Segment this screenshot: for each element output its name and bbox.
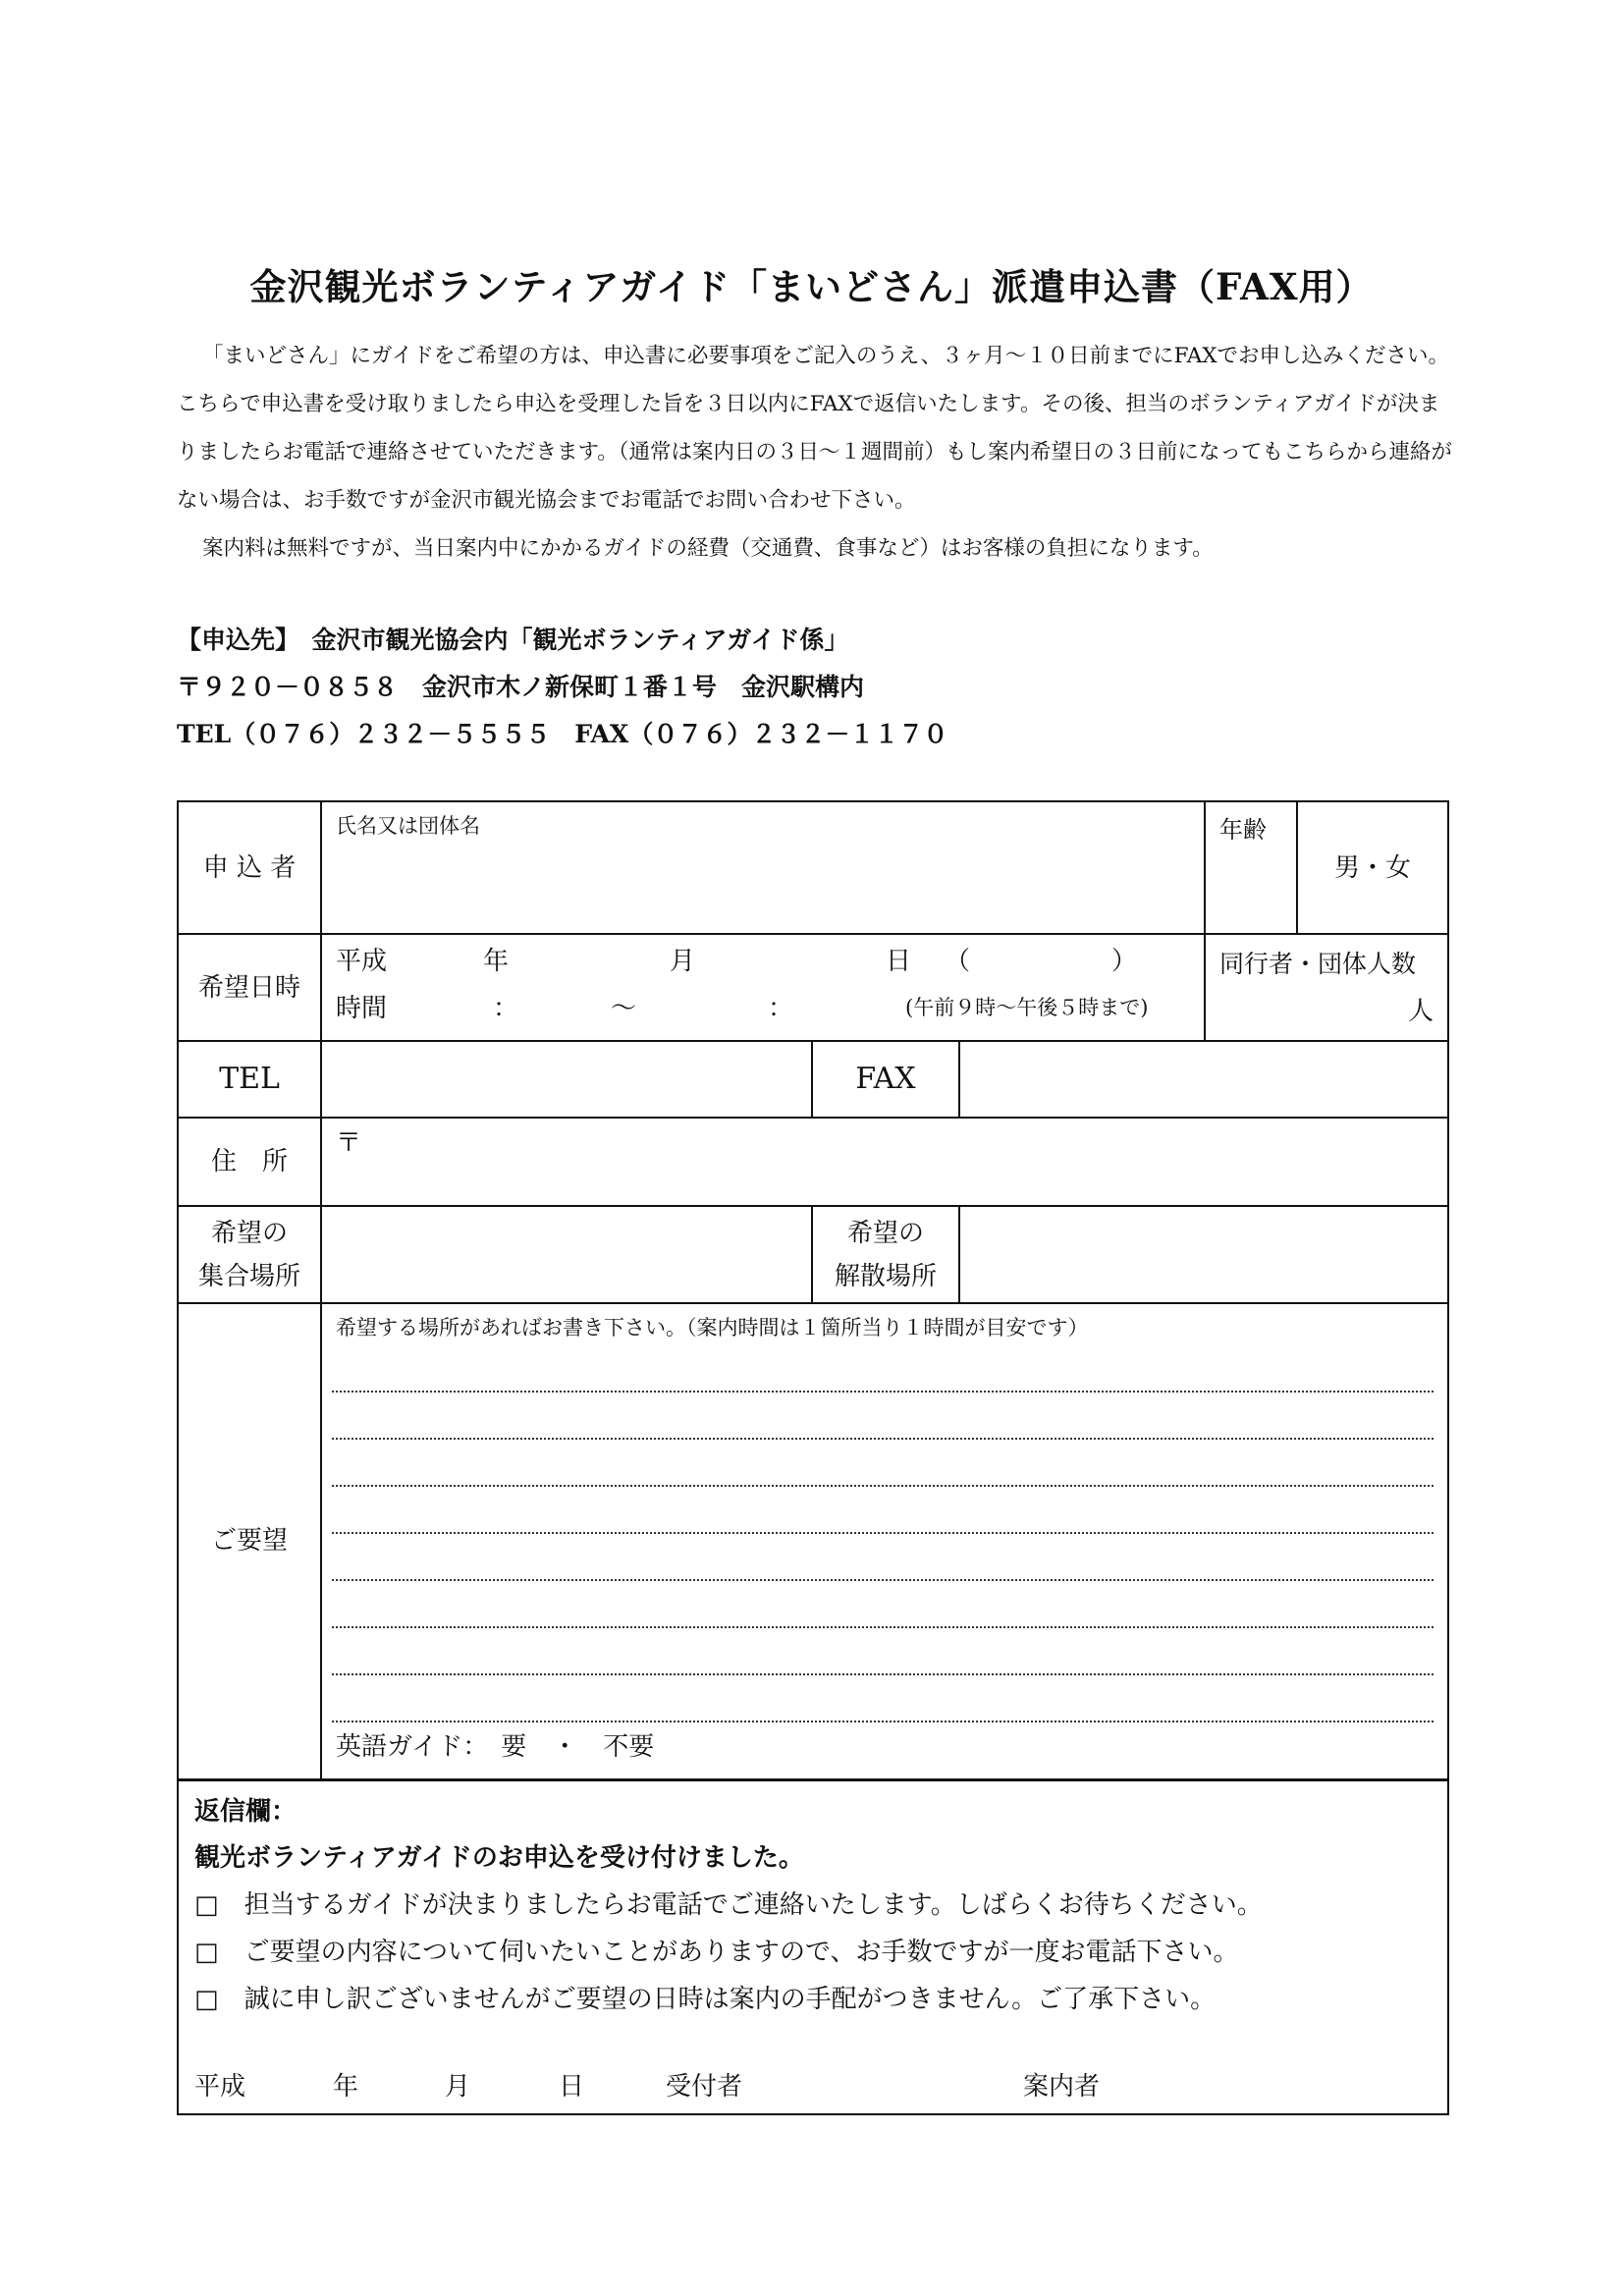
name-hint: 氏名又は団体名	[336, 814, 480, 838]
gender-select[interactable]	[1297, 801, 1448, 934]
dispersal-label-line: 希望の	[846, 1218, 924, 1248]
fax-label: FAX	[812, 1041, 959, 1118]
dotted-line	[332, 1628, 1434, 1675]
year-label: 年	[483, 947, 510, 976]
contact-line: 【申込先】 金沢市観光協会内「観光ボランティアガイド係」	[177, 626, 849, 654]
reply-accepted: 観光ボランティアガイドのお申込を受け付けました。	[194, 1842, 804, 1873]
date-time-field[interactable]	[321, 934, 1205, 1041]
meeting-place-field[interactable]	[321, 1206, 812, 1303]
meeting-label-line: 希望の	[210, 1218, 288, 1248]
party-label: 同行者・団体人数	[1219, 950, 1417, 978]
party-size-field[interactable]	[1205, 934, 1448, 1041]
time-row	[336, 988, 1194, 1035]
tel-label: TEL	[178, 1041, 321, 1118]
date-row	[336, 941, 1194, 988]
dotted-line	[332, 1581, 1434, 1628]
page-title: 金沢観光ボランティアガイド「まいどさん」派遣申込書（FAX用）	[249, 265, 1374, 308]
age-field[interactable]	[1205, 801, 1297, 934]
dispersal-place-label	[812, 1206, 959, 1303]
application-form	[177, 800, 1449, 2115]
tilde: ～	[611, 994, 637, 1023]
request-field[interactable]	[321, 1303, 1448, 1779]
party-unit: 人	[1407, 997, 1434, 1026]
weekday-close: ）	[1111, 947, 1138, 976]
dotted-line	[332, 1345, 1434, 1393]
meeting-label-line: 集合場所	[197, 1261, 300, 1291]
time-note: (午前９時～午後５時まで)	[905, 996, 1149, 1019]
contact-block	[177, 617, 947, 758]
reply-heading: 返信欄：	[194, 1796, 298, 1827]
footer-era: 平成	[194, 2071, 246, 2102]
footer-year: 年	[333, 2071, 359, 2102]
day-label: 日	[886, 947, 912, 976]
footer-receiver: 受付者	[666, 2071, 743, 2102]
reply-section	[178, 1779, 1448, 2114]
footer-month: 月	[445, 2071, 471, 2102]
intro-text	[177, 332, 1453, 573]
dotted-line	[332, 1534, 1434, 1581]
reply-content	[179, 1781, 1447, 2113]
dispersal-place-field[interactable]	[959, 1206, 1448, 1303]
reply-checkbox-1[interactable]: □ 担当するガイドが決まりましたらお電話でご連絡いたします。しばらくお待ちください。	[194, 1889, 1263, 1920]
intro-paragraph: 「まいどさん」にガイドをご希望の方は、申込書に必要事項をご記入のうえ、３ヶ月～１０日前までにFAXでお申し込みください。こちらで申込書を受け取りましたら申込を受理した旨を３日以内にFAXで返信いたします。その後、担当のボランティアガイドが決まりましたらお電話で連絡させていただきます。（通常は案内日の３日～１週間前）もし案内希望日の３日前になってもこちらから連絡がない場合は、お手数ですが金沢市観光協会までお電話でお問い合わせ下さい。	[177, 344, 1453, 513]
reply-checkbox-2[interactable]: □ ご要望の内容について伺いたいことがありますので、お手数ですが一度お電話下さい。	[194, 1937, 1239, 1967]
dotted-line	[332, 1393, 1434, 1440]
gender-options: 男・女	[1333, 852, 1411, 883]
dotted-line	[332, 1675, 1434, 1722]
address-field[interactable]	[321, 1118, 1448, 1206]
reply-checkbox-3[interactable]: □ 誠に申し訳ございませんがご要望の日時は案内の手配がつきません。ご了承下さい。	[194, 1984, 1217, 2014]
fax-field[interactable]	[959, 1041, 1448, 1118]
request-label: ご要望	[178, 1303, 321, 1779]
footer-day: 日	[559, 2071, 585, 2102]
applicant-name-field[interactable]	[321, 801, 1205, 934]
dotted-line	[332, 1440, 1434, 1487]
contact-line: 〒９２０－０８５８ 金沢市木ノ新保町１番１号 金沢駅構内	[177, 673, 865, 701]
applicant-label: 申 込 者	[178, 801, 321, 934]
request-hint: 希望する場所があればお書き下さい。（案内時間は１箇所当り１時間が目安です）	[336, 1316, 1089, 1339]
dispersal-label-line: 解散場所	[834, 1261, 937, 1291]
contact-line: TEL（０７６）２３２－５５５５ FAX（０７６）２３２－１１７０	[177, 720, 948, 748]
time-label: 時間	[336, 994, 388, 1023]
colon: ：	[493, 994, 519, 1023]
tel-field[interactable]	[321, 1041, 812, 1118]
intro-paragraph: 案内料は無料ですが、当日案内中にかかるガイドの経費（交通費、食事など）はお客様の負担になります。	[202, 536, 1214, 561]
dotted-line	[332, 1487, 1434, 1534]
english-guide-option[interactable]: 英語ガイド： 要 ・ 不要	[336, 1732, 655, 1762]
age-label: 年齢	[1219, 816, 1267, 844]
postal-mark: 〒	[336, 1128, 362, 1158]
era-label: 平成	[336, 947, 388, 976]
address-label: 住 所	[178, 1118, 321, 1206]
weekday-open: （	[945, 947, 971, 976]
date-label: 希望日時	[178, 934, 321, 1041]
meeting-place-label	[178, 1206, 321, 1303]
month-label: 月	[670, 947, 696, 976]
colon: ：	[768, 994, 794, 1023]
footer-guide: 案内者	[1023, 2071, 1101, 2102]
